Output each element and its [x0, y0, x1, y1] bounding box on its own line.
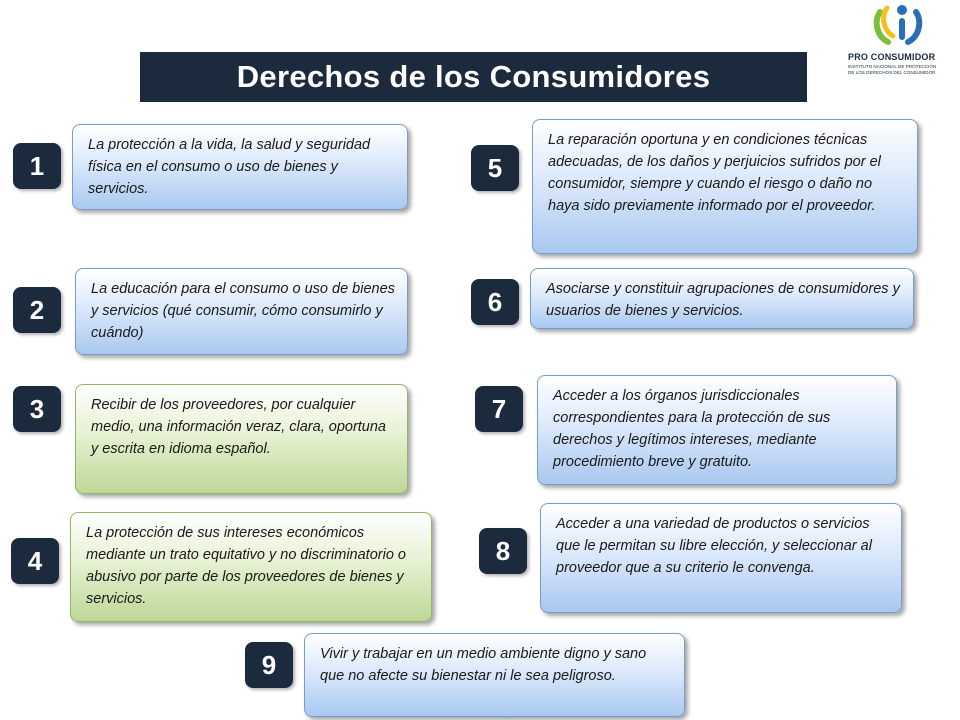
right-box-3: Recibir de los proveedores, por cualquier medio, una información veraz, clara, oportuna y escrita en idioma español. [75, 384, 408, 494]
right-number-3: 3 [13, 386, 61, 432]
right-box-1: La protección a la vida, la salud y seguridad física en el consumo o uso de bienes y servicios. [72, 124, 408, 210]
right-box-9: Vivir y trabajar en un medio ambiente digno y sano que no afecte su bienestar ni le sea peligroso. [304, 633, 685, 717]
right-box-7: Acceder a los órganos jurisdiccionales correspondientes para la protección de sus derechos y legítimos intereses, mediante procedimiento breve y gratuito. [537, 375, 897, 485]
right-box-8: Acceder a una variedad de productos o servicios que le permitan su libre elección, y seleccionar al proveedor que a su criterio le convenga. [540, 503, 902, 613]
right-number-6: 6 [471, 279, 519, 325]
right-box-2: La educación para el consumo o uso de bienes y servicios (qué consumir, cómo consumirlo y cuándo) [75, 268, 408, 355]
right-number-9: 9 [245, 642, 293, 688]
right-number-1: 1 [13, 143, 61, 189]
right-box-6: Asociarse y constituir agrupaciones de consumidores y usuarios de bienes y servicios. [530, 268, 914, 329]
logo-subtitle: INSTITUTO NACIONAL DE PROTECCIÓN DE LOS DERECHOS DEL CONSUMIDOR [848, 64, 937, 75]
right-number-8: 8 [479, 528, 527, 574]
right-box-4: La protección de sus intereses económicos mediante un trato equitativo y no discriminatorio o abusivo por parte de los proveedores de bienes y servicios. [70, 512, 432, 622]
page-title: Derechos de los Consumidores [140, 52, 807, 102]
right-box-5: La reparación oportuna y en condiciones técnicas adecuadas, de los daños y perjuicios sufridos por el consumidor, siempre y cuando el riesgo o daño no haya sido previamente informado por el proveedor. [532, 119, 918, 254]
right-number-5: 5 [471, 145, 519, 191]
right-number-2: 2 [13, 287, 61, 333]
right-number-4: 4 [11, 538, 59, 584]
right-number-7: 7 [475, 386, 523, 432]
logo-emblem-icon [872, 2, 924, 50]
logo-brand-name: PRO CONSUMIDOR [848, 52, 936, 62]
pro-consumidor-logo [848, 2, 952, 80]
